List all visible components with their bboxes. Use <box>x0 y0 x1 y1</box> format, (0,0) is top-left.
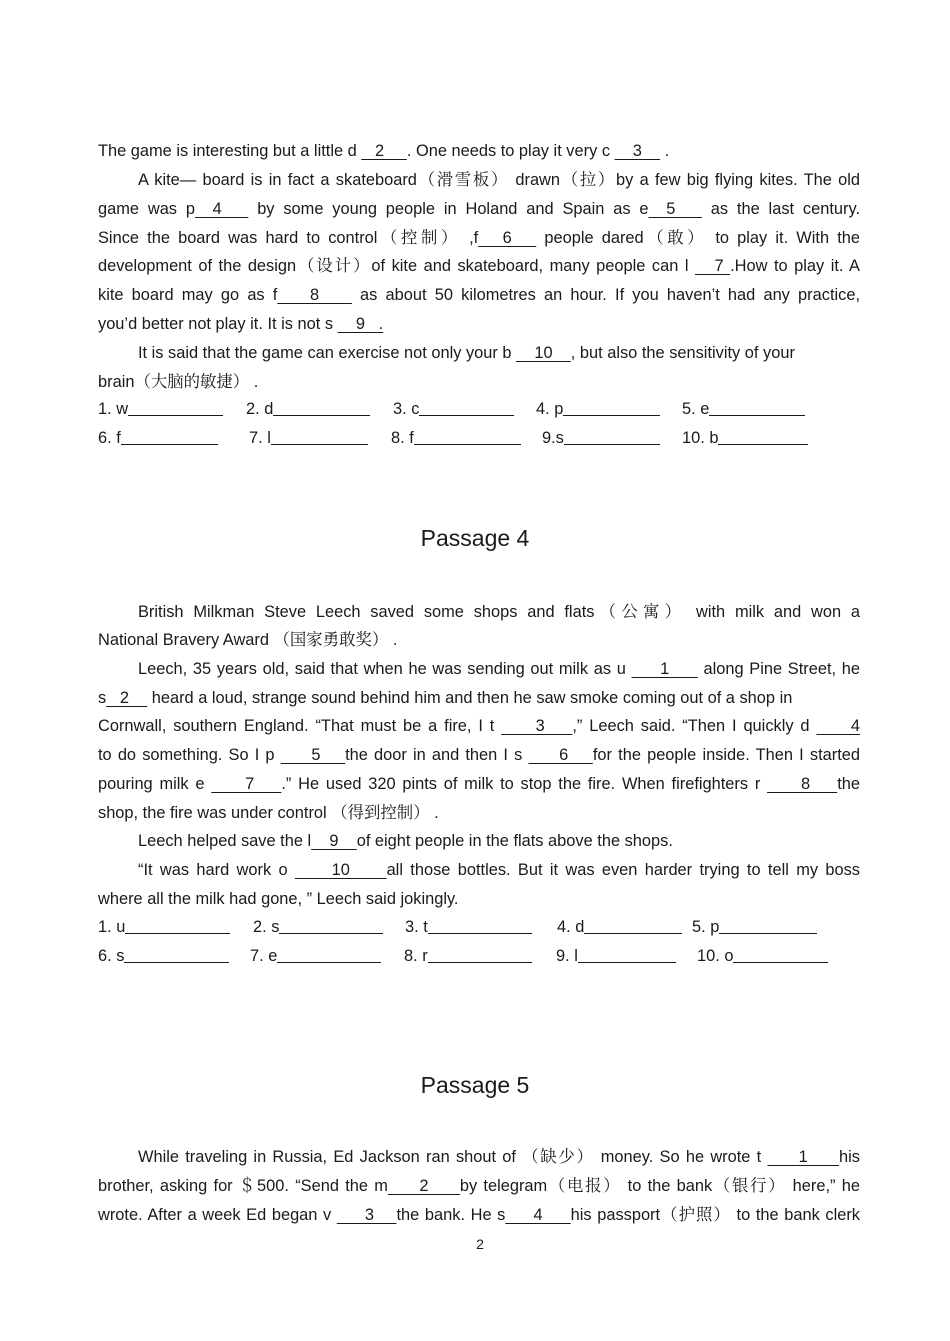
p3-line-2: A kite— board is in fact a skateboard（滑雪板） drawn（拉）by a few big flying kites. The old <box>138 171 860 189</box>
p3-line-9: brain（大脑的敏捷） . <box>98 373 259 391</box>
blank-8: 8 <box>277 286 352 304</box>
p4-answer-7: 7. e <box>250 947 381 966</box>
p3-answer-4: 4. p <box>536 400 660 419</box>
p3-answer-10: 10. b <box>682 429 808 448</box>
p3-answer-1: 1. w <box>98 400 223 419</box>
blank-3: 3 <box>501 717 573 735</box>
p3-answer-8: 8. f <box>391 429 521 448</box>
p4-line-2: National Bravery Award （国家勇敢奖） . <box>98 631 398 649</box>
p4-answer-9: 9. l <box>556 947 676 966</box>
p3-line-5: development of the design（设计）of kite and skateboard, many people can l 7 .How to play it. A <box>98 257 860 275</box>
p5-line-1: While traveling in Russia, Ed Jackson ran shout of （缺少） money. So he wrote t 1 his <box>138 1148 860 1166</box>
blank-7: 7 <box>694 257 731 275</box>
blank-8: 8 <box>767 775 838 793</box>
blank-2: 2 <box>361 142 407 160</box>
p3-answer-6: 6. f <box>98 429 218 448</box>
p4-answer-3: 3. t <box>405 918 532 937</box>
p4-line-5: Cornwall, southern England. “That must be a fire, I t 3 ,” Leech said. “Then I quickly d 4 <box>98 717 860 735</box>
p3-line-8: It is said that the game can exercise not only your b 10 , but also the sensitivity of your <box>138 344 795 362</box>
p4-line-6: to do something. So I p 5 the door in and then I s 6 for the people inside. Then I started <box>98 746 860 764</box>
p4-answer-6: 6. s <box>98 947 229 966</box>
blank-5: 5 <box>648 200 702 218</box>
p4-line-1: British Milkman Steve Leech saved some shops and flats（公寓） with milk and won a <box>138 603 860 621</box>
passage-4-title: Passage 4 <box>420 525 530 551</box>
p3-line-6: kite board may go as f 8 as about 50 kilometres an hour. If you haven’t had any practice, <box>98 286 860 304</box>
p4-answer-1: 1. u <box>98 918 230 937</box>
blank-6: 6 <box>528 746 593 764</box>
p3-answer-5: 5. e <box>682 400 805 419</box>
p4-answer-4: 4. d <box>557 918 682 937</box>
blank-6: 6 <box>478 229 537 247</box>
p4-answer-8: 8. r <box>404 947 532 966</box>
blank-1: 1 <box>631 660 698 678</box>
blank-3: 3 <box>336 1206 397 1224</box>
p5-line-3: wrote. After a week Ed began v 3 the bank. He s 4 his passport（护照） to the bank clerk <box>98 1206 860 1224</box>
passage-5-title: Passage 5 <box>420 1072 530 1098</box>
blank-1: 1 <box>767 1148 840 1166</box>
p3-answer-7: 7. l <box>249 429 368 448</box>
p3-line-1: The game is interesting but a little d 2 . One needs to play it very c 3 . <box>98 142 670 160</box>
p3-line-7: you’d better not play it. It is not s 9 . <box>98 315 384 333</box>
blank-4: 4 <box>505 1206 571 1224</box>
blank-2: 2 <box>106 689 148 707</box>
p3-line-3: game was p 4 by some young people in Holand and Spain as e 5 as the last century. <box>98 200 861 218</box>
p4-line-9: Leech helped save the l 9 of eight people in the flats above the shops. <box>138 832 673 850</box>
p4-answer-5: 5. p <box>692 918 817 937</box>
p4-line-3: Leech, 35 years old, said that when he was sending out milk as u 1 along Pine Street, he <box>138 660 861 678</box>
p4-answer-10: 10. o <box>697 947 828 966</box>
blank-5: 5 <box>280 746 346 764</box>
blank-10: 10 <box>294 861 387 879</box>
p3-line-4: Since the board was hard to control（控制） ,f 6 people dared（敢） to play it. With the <box>98 229 860 247</box>
blank-9: 9 <box>311 832 357 850</box>
blank-7: 7 <box>211 775 282 793</box>
p3-answer-3: 3. c <box>393 400 514 419</box>
p4-line-8: shop, the fire was under control （得到控制） . <box>98 804 439 822</box>
p3-answer-9: 9.s <box>542 429 660 448</box>
blank-3: 3 <box>614 142 661 160</box>
p4-answer-2: 2. s <box>253 918 383 937</box>
page-number: 2 <box>476 1236 484 1252</box>
p5-line-2: brother, asking for ＄500. “Send the m 2 by telegram（电报） to the bank（银行） here,” he <box>98 1177 860 1195</box>
p4-line-10: “It was hard work o 10 all those bottles. But it was even harder trying to tell my boss <box>138 861 860 879</box>
blank-2: 2 <box>387 1177 460 1195</box>
blank-4: 4 <box>194 200 249 218</box>
blank-9: 9 . <box>337 315 384 333</box>
p4-line-11: where all the milk had gone, ” Leech said jokingly. <box>98 890 459 908</box>
p3-answer-2: 2. d <box>246 400 370 419</box>
p4-line-7: pouring milk e 7 .” He used 320 pints of milk to stop the fire. When firefighters r 8 the <box>98 775 860 793</box>
blank-4: 4 <box>816 717 860 735</box>
blank-10: 10 <box>516 344 571 362</box>
p4-line-4: s 2 heard a loud, strange sound behind him and then he saw smoke coming out of a shop in <box>98 689 793 707</box>
